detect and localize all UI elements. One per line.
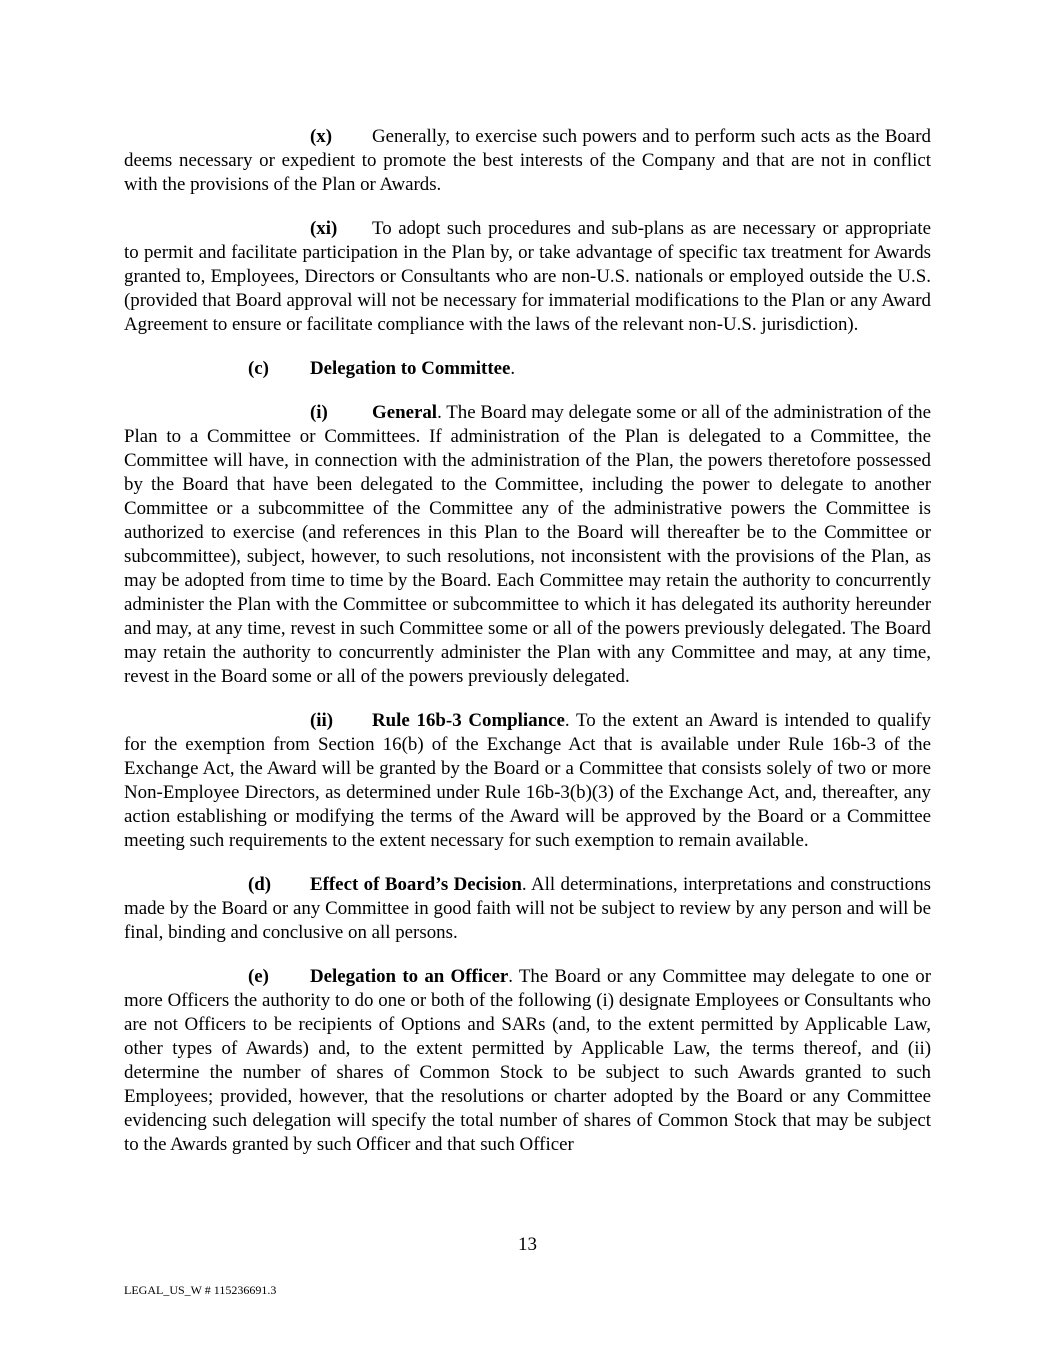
- heading-punctuation: .: [510, 358, 516, 379]
- paragraph-number: (i): [310, 402, 328, 423]
- section-number: (d): [248, 874, 272, 895]
- paragraph-c-i: [124, 401, 931, 689]
- page-body: [124, 125, 931, 1177]
- paragraph-heading: Rule 16b-3 Compliance: [372, 710, 565, 731]
- section-heading-c: [124, 357, 931, 381]
- section-number: (e): [248, 966, 269, 987]
- section-e: [124, 965, 931, 1157]
- paragraph-text: . The Board may delegate some or all of the administration of the Plan to a Committee or Committees. If administration of the Plan is delegated to a Committee, the Committee will have, in connection with the administration of the Plan, the powers theretofore possessed by the Board that have been delegated to the Committee, including the power to delegate to another Committee or a subcommittee of the Committee any of the administrative powers the Committee is authorized to exercise (and references in this Plan to the Board will thereafter be to the Committee or subcommittee), subject, however, to such resolutions, not inconsistent with the provisions of the Plan, as may be adopted from time to time by the Board. Each Committee may retain the authority to concurrently administer the Plan with the Committee or subcommittee to which it has delegated its authority hereunder and may, at any time, revest in such Committee some or all of the powers previously delegated. The Board may retain the authority to concurrently administer the Plan with any Committee and may, at any time, revest in the Board some or all of the powers previously delegated.: [124, 402, 931, 687]
- paragraph-x: [124, 125, 931, 197]
- paragraph-text: Generally, to exercise such powers and to perform such acts as the Board deems necessary or expedient to promote the best interests of the Company and that are not in conflict with the provisions of the Plan or Awards.: [124, 126, 931, 195]
- page-number: 13: [518, 1234, 537, 1255]
- paragraph-c-ii: [124, 709, 931, 853]
- paragraph-text: . To the extent an Award is intended to qualify for the exemption from Section 16(b) of the Exchange Act that is available under Rule 16b-3 of the Exchange Act, the Award will be granted by the Board or a Committee that consists solely of two or more Non-Employee Directors, as determined under Rule 16b-3(b)(3) of the Exchange Act, and, thereafter, any action establishing or modifying the terms of the Award will be approved by the Board or a Committee meeting such requirements to the extent necessary for such exemption to remain available.: [124, 710, 931, 851]
- paragraph-number: (ii): [310, 710, 334, 731]
- document-id: LEGAL_US_W # 115236691.3: [124, 1283, 277, 1297]
- paragraph-text: . All determinations, interpretations and constructions made by the Board or any Committee in good faith will not be subject to review by any person and will be final, binding and conclusive on all persons.: [124, 874, 931, 943]
- paragraph-number: (xi): [310, 218, 338, 239]
- paragraph-number: (x): [310, 126, 333, 147]
- section-heading: Effect of Board’s Decision: [310, 874, 522, 895]
- section-number: (c): [248, 358, 269, 379]
- paragraph-text: To adopt such procedures and sub-plans as are necessary or appropriate to permit and facilitate participation in the Plan by, or take advantage of specific tax treatment for Awards granted to, Employees, Directors or Consultants who are non-U.S. nationals or employed outside the U.S. (provided that Board approval will not be necessary for immaterial modifications to the Plan or any Award Agreement to ensure or facilitate compliance with the laws of the relevant non-U.S. jurisdiction).: [124, 218, 931, 335]
- paragraph-text: . The Board or any Committee may delegate to one or more Officers the authority to do one or both of the following (i) designate Employees or Consultants who are not Officers to be recipients of Options and SARs (and, to the extent permitted by Applicable Law, other types of Awards) and, to the extent permitted by Applicable Law, the terms thereof, and (ii) determine the number of shares of Common Stock to be subject to such Awards granted to such Employees; provided, however, that the resolutions or charter adopted by the Board or any Committee evidencing such delegation will specify the total number of shares of Common Stock that may be subject to the Awards granted by such Officer and that such Officer: [124, 966, 931, 1155]
- section-heading: Delegation to Committee: [310, 358, 511, 379]
- section-heading: Delegation to an Officer: [310, 966, 509, 987]
- paragraph-xi: [124, 217, 931, 337]
- section-d: [124, 873, 931, 945]
- paragraph-heading: General: [372, 402, 438, 423]
